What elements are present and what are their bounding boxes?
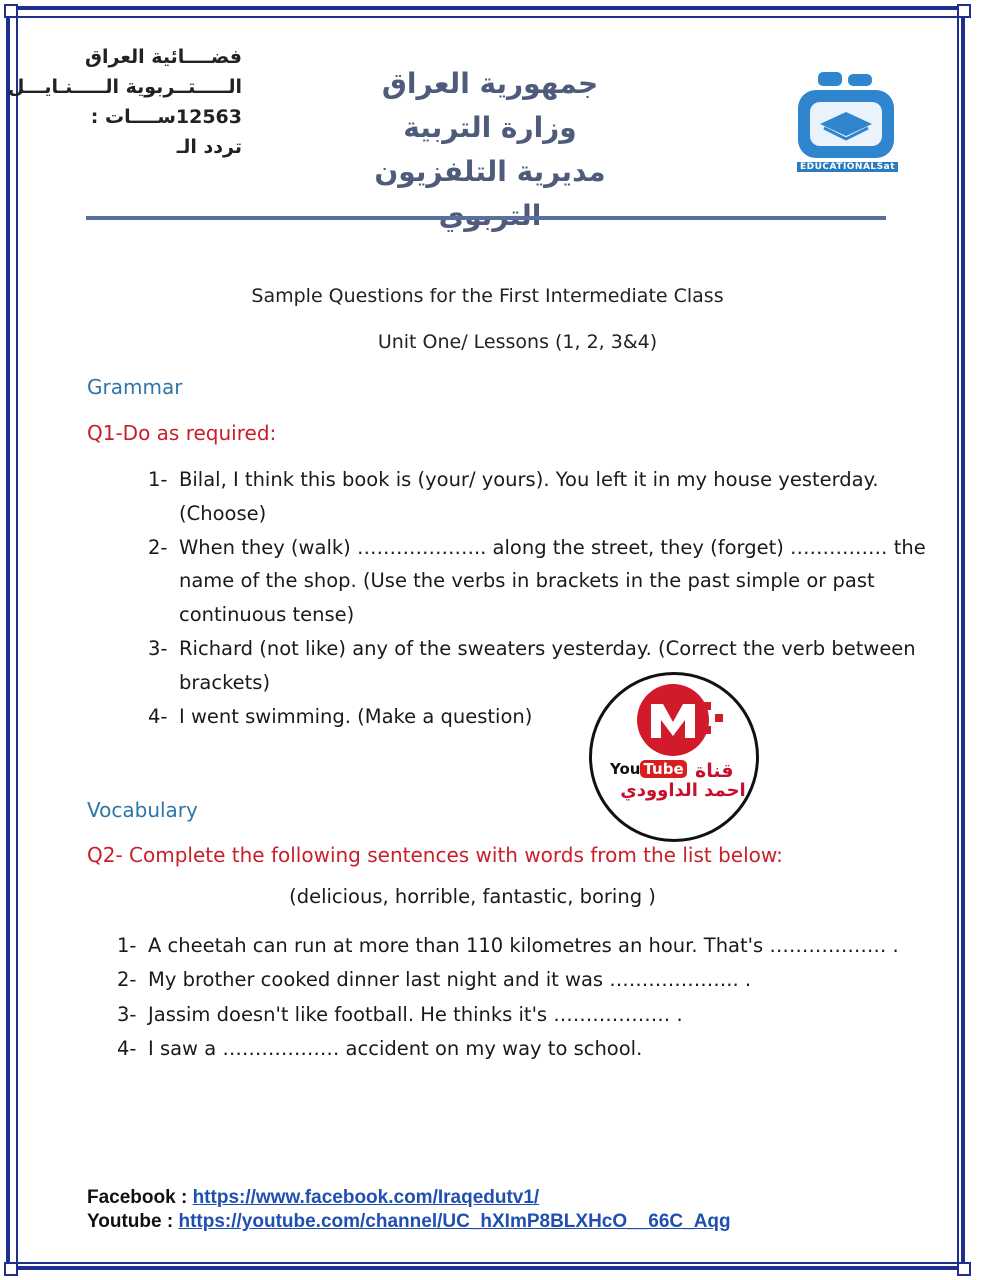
ministry-header [330,62,650,238]
item-text: Jassim doesn't like football. He thinks it's ……………… . [148,1002,683,1026]
channel-name: احمد الداوودي [620,780,746,801]
frame-corner [957,1262,971,1276]
item-text: Richard (not like) any of the sweaters yesterday. (Correct the verb between brackets) [179,636,916,694]
item-number: 3- [117,1002,137,1026]
item-number: 3- [148,636,168,660]
youtube-logo [610,760,687,778]
item-number: 4- [117,1036,137,1060]
list-item [117,963,917,997]
item-number: 2- [148,535,168,559]
youtube-link[interactable]: https://youtube.com/channel/UC_hXImP8BLXHcO__66C_Aqg [178,1211,731,1232]
facebook-line [87,1187,539,1209]
ministry-line-1: جمهورية العراق [381,67,599,100]
q1-heading: Q1-Do as required: [87,421,277,445]
item-text: Bilal, I think this book is (your/ yours). You left it in my house yesterday.(Choose) [179,468,879,525]
vocabulary-question-list [117,929,917,1066]
item-number: 1- [117,934,137,957]
frame-corner [4,4,18,18]
item-number: 1- [148,468,168,491]
page-subtitle: Unit One/ Lessons (1, 2, 3&4) [377,331,658,353]
frame-corner [957,4,971,18]
youtube-line [87,1211,731,1233]
channel-label: قناة [695,760,734,782]
logo-caption: EDUCATIONALSat [797,162,898,172]
list-item [148,700,928,734]
item-text: I went swimming. (Make a question) [179,704,533,728]
header-rule [86,216,886,220]
satellite-line: فضــــائية العراق [85,46,242,68]
page-title: Sample Questions for the First Intermediate Class [251,285,724,307]
item-text: A cheetah can run at more than 110 kilometres an hour. That's ……………… . [148,934,899,957]
channel-m-logo-icon [633,680,729,760]
word-list: (delicious, horrible, fantastic, boring ) [289,885,656,908]
youtube-tube: Tube [640,760,686,778]
list-item [117,929,917,963]
satellite-line-cut: تردد الـ [176,136,242,158]
educational-sat-logo-icon [790,66,910,176]
ministry-line-3: مديرية التلفزيون [374,155,606,188]
youtube-label: Youtube : [87,1211,179,1232]
item-number: 4- [148,704,168,728]
item-text: My brother cooked dinner last night and it was ……………….. . [148,968,752,992]
q2-heading: Q2- Complete the following sentences with words from the list below: [87,843,783,867]
list-item [117,1032,917,1066]
grammar-heading: Grammar [87,375,183,399]
frame-corner [4,1262,18,1276]
item-text: I saw a ……………… accident on my way to school. [148,1036,643,1060]
youtube-you: You [610,760,641,778]
facebook-link[interactable]: https://www.facebook.com/Iraqedutv1/ [192,1187,540,1208]
list-item [148,463,928,531]
list-item [148,531,928,632]
satellite-info [7,42,242,158]
item-number: 2- [117,968,137,992]
vocabulary-heading: Vocabulary [87,798,198,822]
grammar-question-list [148,463,928,733]
item-text: When they (walk) ……………….. along the street, they (forget) …………… the name of the shop. (Use the verbs in brackets in the past simple or past continuous tense) [179,535,926,627]
satellite-line: الـــــتــربوية الـــــنـايـــل [7,76,242,98]
satellite-line: 12563ســــات : [90,106,242,128]
facebook-label: Facebook : [87,1187,193,1208]
ministry-line-2: وزارة التربية [403,111,577,144]
list-item [148,632,928,700]
list-item [117,998,917,1032]
